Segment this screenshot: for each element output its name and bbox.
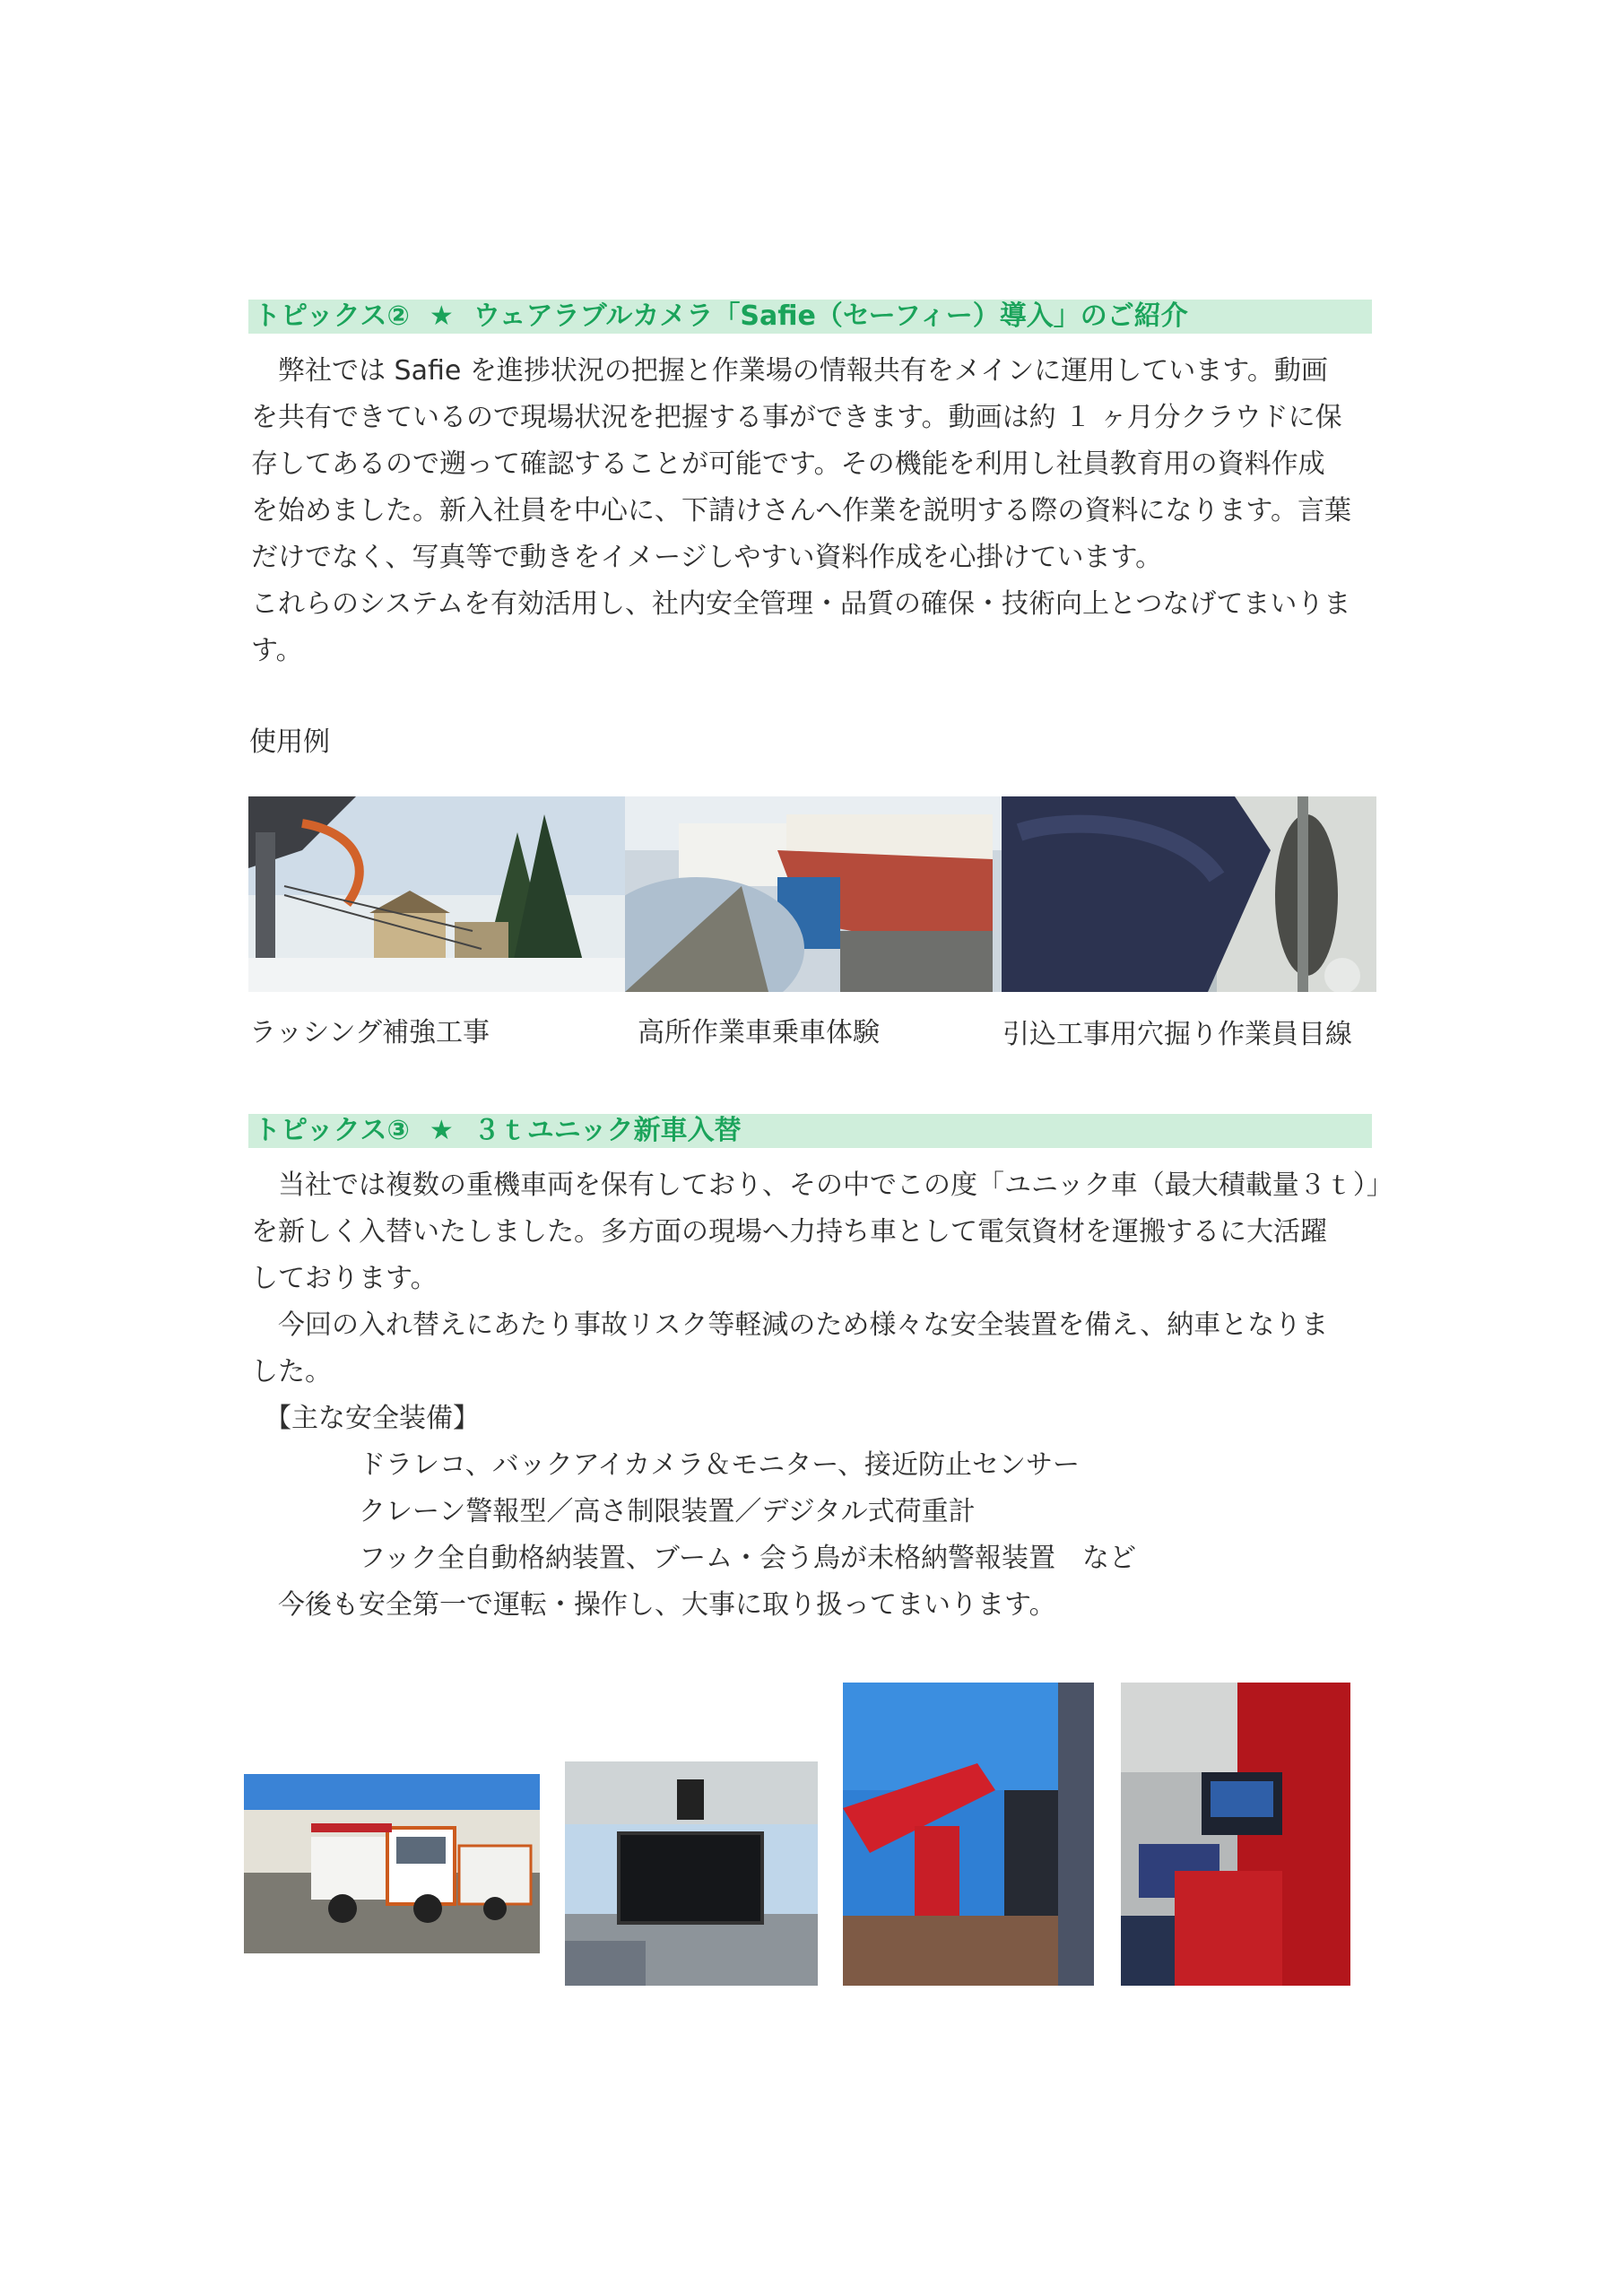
topic3-label: トピックス③ xyxy=(254,1115,410,1146)
star-icon: ★ xyxy=(429,300,454,332)
topic3-body-line: 今回の入れ替えにあたり事故リスク等軽減のため様々な安全装置を備え、納車となりま xyxy=(251,1309,1329,1341)
topic2-body-line: 存してあるので遡って確認することが可能です。その機能を利用し社員教育用の資料作成 xyxy=(251,448,1325,480)
topic2-header xyxy=(248,300,1372,334)
topic3-body-line: した。 xyxy=(251,1356,332,1387)
caption-lashing-work: ラッシング補強工事 xyxy=(249,1017,490,1048)
topic3-body-line: ドラレコ、バックアイカメラ＆モニター、接近防止センサー xyxy=(251,1449,1080,1481)
topic3-title: ３ｔユニック新車入替 xyxy=(473,1115,742,1146)
usage-label: 使用例 xyxy=(249,726,330,758)
photo-crane-controls xyxy=(1121,1683,1350,1986)
topic2-label: トピックス② xyxy=(254,300,410,332)
caption-aerial-platform: 高所作業車乗車体験 xyxy=(638,1017,880,1048)
topic3-body xyxy=(251,1162,1393,1629)
photo-new-trucks xyxy=(244,1774,540,1953)
photo-crane-boom xyxy=(843,1683,1094,1986)
topic2-body-line: を始めました。新入社員を中心に、下請けさんへ作業を説明する際の資料になります。言葉 xyxy=(251,495,1351,526)
topic3-body-line: 当社では複数の重機車両を保有しており、その中でこの度「ユニック車（最大積載量３ｔ）」 xyxy=(251,1170,1393,1201)
topic2-body-line: これらのシステムを有効活用し、社内安全管理・品質の確保・技術向上とつなげてまいりま xyxy=(251,588,1351,620)
topic2-body-line: 弊社では Safie を進捗状況の把握と作業場の情報共有をメインに運用しています。動画 xyxy=(251,355,1328,387)
topic2-body xyxy=(251,348,1381,674)
topic2-title: ウェアラブルカメラ「Safie（セーフィー）導入」のご紹介 xyxy=(473,300,1188,332)
photo-aerial-platform xyxy=(625,796,1002,992)
topic3-header xyxy=(248,1114,1372,1148)
photo-lashing-work xyxy=(248,796,625,992)
topic3-body-line: 今後も安全第一で運転・操作し、大事に取り扱ってまいります。 xyxy=(251,1589,1056,1621)
caption-excavation-pov: 引込工事用穴掘り作業員目線 xyxy=(1002,1019,1352,1050)
topic2-body-line: を共有できているので現場状況を把握する事ができます。動画は約 １ ヶ月分クラウドに保 xyxy=(251,402,1342,433)
topic3-body-line: 【主な安全装備】 xyxy=(251,1403,480,1434)
topic3-body-line: クレーン警報型／高さ制限装置／デジタル式荷重計 xyxy=(251,1496,976,1527)
topic2-body-line: だけでなく、写真等で動きをイメージしやすい資料作成を心掛けています。 xyxy=(251,542,1163,573)
photo-back-monitor xyxy=(565,1761,818,1986)
star-icon: ★ xyxy=(429,1115,454,1146)
topic3-body-line: しております。 xyxy=(251,1263,438,1294)
topic3-body-line: を新しく入替いたしました。多方面の現場へ力持ち車として電気資材を運搬するに大活躍 xyxy=(251,1216,1327,1248)
topic2-body-line: す。 xyxy=(251,635,303,666)
topic3-body-line: フック全自動格納装置、ブーム・会う鳥が未格納警報装置 など xyxy=(251,1543,1136,1574)
photo-excavation-pov xyxy=(1002,796,1376,992)
